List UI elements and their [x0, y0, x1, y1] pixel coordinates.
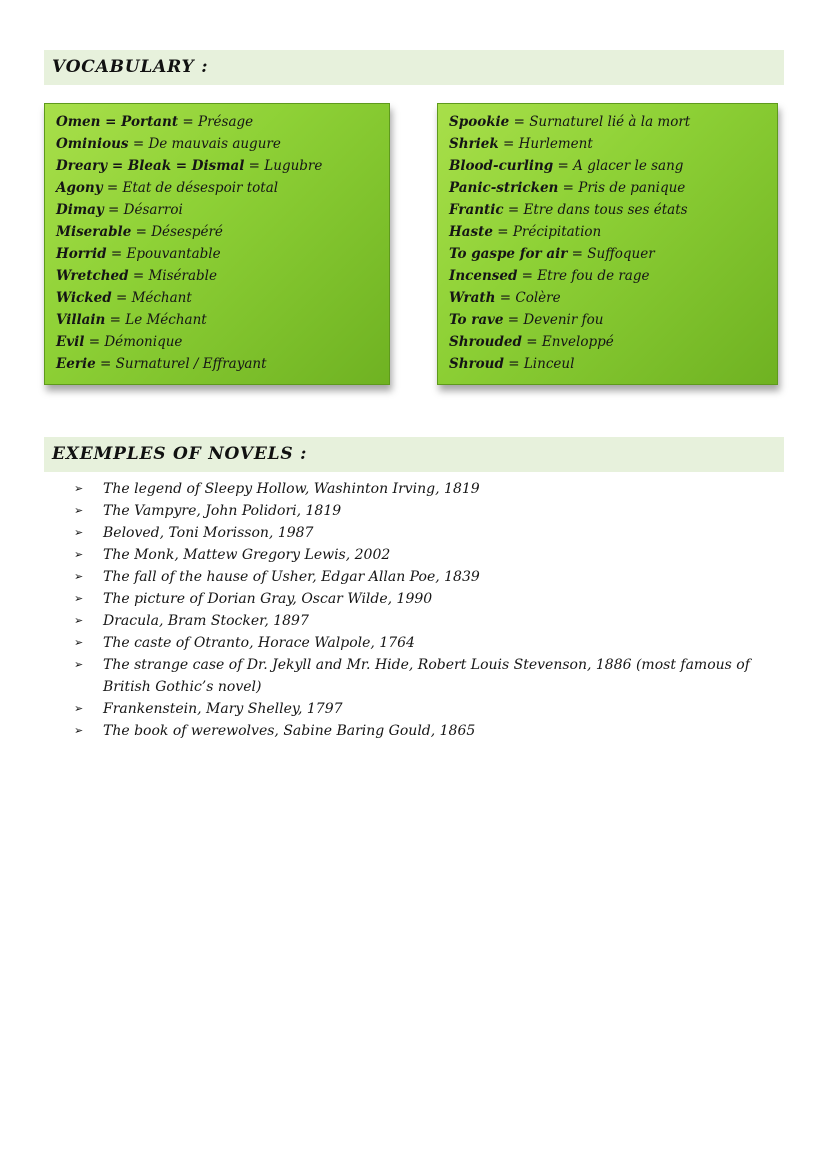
- vocab-definition: Hurlement: [518, 136, 593, 152]
- arrow-bullet-icon: ➢: [74, 504, 84, 517]
- arrow-bullet-icon: ➢: [74, 526, 84, 539]
- vocab-equals: =: [567, 246, 588, 262]
- vocab-entry: [56, 353, 389, 375]
- vocab-entry: [449, 133, 777, 155]
- vocab-definition: Enveloppé: [541, 334, 614, 350]
- vocab-equals: =: [503, 202, 524, 218]
- vocab-term: Panic-stricken: [449, 180, 559, 196]
- vocab-equals: =: [517, 268, 538, 284]
- novel-title: The fall of the hause of Usher: [103, 569, 313, 585]
- vocab-entry: [56, 221, 389, 243]
- vocab-definition: Précipitation: [512, 224, 602, 240]
- vocab-term: Villain: [56, 312, 106, 328]
- vocab-equals: =: [128, 136, 149, 152]
- list-item: [74, 654, 774, 698]
- vocab-entry: [449, 265, 777, 287]
- vocab-definition: Devenir fou: [523, 312, 604, 328]
- list-item: [74, 588, 774, 610]
- novel-list: [74, 478, 774, 742]
- novel-title: The Vampyre: [103, 503, 197, 519]
- vocab-entry: [56, 133, 389, 155]
- list-item: [74, 566, 774, 588]
- arrow-bullet-icon: ➢: [74, 482, 84, 495]
- vocab-term: Wretched: [56, 268, 129, 284]
- novel-author-year: , Washinton Irving, 1819: [304, 481, 480, 497]
- vocab-definition: Démonique: [104, 334, 183, 350]
- vocab-definition: Linceul: [523, 356, 575, 372]
- list-item: [74, 632, 774, 654]
- vocab-definition: Pris de panique: [578, 180, 686, 196]
- novel-title: The legend of Sleepy Hollow: [103, 481, 305, 497]
- novel-title: Dracula: [103, 613, 159, 629]
- vocab-equals: =: [553, 158, 574, 174]
- vocab-term: Omen = Portant: [56, 114, 179, 130]
- vocab-equals: =: [111, 290, 132, 306]
- vocab-definition: Lugubre: [264, 158, 323, 174]
- novel-author-year: , Toni Morisson, 1987: [159, 525, 314, 541]
- vocab-term: Shrouded: [449, 334, 522, 350]
- novel-title: The caste of Otranto: [103, 635, 250, 651]
- vocab-entry: [449, 243, 777, 265]
- novel-title: The book of werewolves: [103, 723, 275, 739]
- novel-author-year: , Mary Shelley, 1797: [197, 701, 343, 717]
- arrow-bullet-icon: ➢: [74, 614, 84, 627]
- vocab-entry: [56, 265, 389, 287]
- novel-title: The picture of Dorian Gray: [103, 591, 293, 607]
- vocab-term: Wicked: [56, 290, 112, 306]
- vocab-definition: Etre fou de rage: [537, 268, 650, 284]
- vocab-equals: =: [509, 114, 530, 130]
- list-item: [74, 544, 774, 566]
- arrow-bullet-icon: ➢: [74, 658, 84, 671]
- vocab-term: To rave: [449, 312, 504, 328]
- arrow-bullet-icon: ➢: [74, 548, 84, 561]
- vocab-term: Eerie: [56, 356, 96, 372]
- vocab-entry: [56, 111, 389, 133]
- vocab-entry: [56, 155, 389, 177]
- novel-author-year: , Horace Walpole, 1764: [249, 635, 415, 651]
- vocab-definition: Surnaturel / Effrayant: [115, 356, 267, 372]
- novel-title: Frankenstein: [103, 701, 198, 717]
- vocab-definition: De mauvais augure: [148, 136, 281, 152]
- vocab-entry: [56, 287, 389, 309]
- vocab-term: Horrid: [56, 246, 107, 262]
- vocab-entry: [449, 155, 777, 177]
- vocab-entry: [56, 177, 389, 199]
- novel-author-year: , Sabine Baring Gould, 1865: [274, 723, 476, 739]
- novel-title: The strange case of Dr. Jekyll and Mr. Hide: [103, 657, 409, 673]
- vocab-equals: =: [244, 158, 265, 174]
- novel-author-year: , Mattew Gregory Lewis, 2002: [174, 547, 391, 563]
- vocab-definition: Présage: [198, 114, 254, 130]
- vocab-entry: [449, 111, 777, 133]
- vocab-definition: Suffoquer: [587, 246, 655, 262]
- vocab-entry: [449, 309, 777, 331]
- vocab-equals: =: [131, 224, 152, 240]
- vocab-term: Dimay: [56, 202, 104, 218]
- vocab-entry: [449, 331, 777, 353]
- novels-heading: EXEMPLES OF NOVELS :: [44, 437, 784, 472]
- arrow-bullet-icon: ➢: [74, 702, 84, 715]
- list-item: [74, 500, 774, 522]
- vocab-definition: Désespéré: [151, 224, 223, 240]
- vocab-term: Frantic: [449, 202, 504, 218]
- vocab-entry: [449, 199, 777, 221]
- vocab-term: Ominious: [56, 136, 129, 152]
- vocab-definition: Epouvantable: [126, 246, 221, 262]
- list-item: [74, 698, 774, 720]
- vocab-equals: =: [95, 356, 116, 372]
- novel-author-year: , Oscar Wilde, 1990: [292, 591, 433, 607]
- vocab-definition: Etat de désespoir total: [122, 180, 279, 196]
- vocab-definition: Surnaturel lié à la mort: [529, 114, 691, 130]
- vocab-term: Haste: [449, 224, 493, 240]
- vocab-term: Dreary = Bleak = Dismal: [56, 158, 245, 174]
- vocab-equals: =: [521, 334, 542, 350]
- vocab-term: Shroud: [449, 356, 504, 372]
- vocab-term: Wrath: [449, 290, 496, 306]
- vocab-definition: Etre dans tous ses états: [523, 202, 688, 218]
- vocab-term: Spookie: [449, 114, 510, 130]
- novel-title: The Monk: [103, 547, 175, 563]
- list-item: [74, 720, 774, 742]
- arrow-bullet-icon: ➢: [74, 592, 84, 605]
- list-item: [74, 522, 774, 544]
- list-item: [74, 478, 774, 500]
- vocab-equals: =: [492, 224, 513, 240]
- vocab-term: To gaspe for air: [449, 246, 568, 262]
- vocab-definition: Le Méchant: [125, 312, 207, 328]
- novel-author-year: , Edgar Allan Poe, 1839: [312, 569, 480, 585]
- novel-author-year: , Robert Louis Stevenson, 1886 (most famous of British Gothic’s novel): [103, 657, 750, 695]
- novel-title: Beloved: [103, 525, 160, 541]
- vocab-term: Shriek: [449, 136, 499, 152]
- vocab-equals: =: [128, 268, 149, 284]
- vocab-definition: Désarroi: [123, 202, 183, 218]
- vocab-entry: [56, 331, 389, 353]
- vocab-entry: [449, 353, 777, 375]
- arrow-bullet-icon: ➢: [74, 636, 84, 649]
- vocab-equals: =: [103, 202, 124, 218]
- novel-author-year: , John Polidori, 1819: [196, 503, 342, 519]
- vocab-equals: =: [178, 114, 199, 130]
- arrow-bullet-icon: ➢: [74, 570, 84, 583]
- vocab-equals: =: [102, 180, 123, 196]
- vocab-equals: =: [498, 136, 519, 152]
- vocab-definition: Misérable: [148, 268, 217, 284]
- vocab-entry: [449, 177, 777, 199]
- vocab-definition: A glacer le sang: [573, 158, 684, 174]
- vocab-equals: =: [558, 180, 579, 196]
- vocab-term: Incensed: [449, 268, 518, 284]
- vocab-equals: =: [503, 356, 524, 372]
- vocabulary-box-right: [437, 103, 778, 385]
- arrow-bullet-icon: ➢: [74, 724, 84, 737]
- vocab-entry: [56, 309, 389, 331]
- vocab-term: Agony: [56, 180, 103, 196]
- vocab-equals: =: [105, 312, 126, 328]
- vocab-entry: [56, 199, 389, 221]
- vocab-equals: =: [84, 334, 105, 350]
- vocab-equals: =: [495, 290, 516, 306]
- vocab-entry: [449, 221, 777, 243]
- novel-author-year: , Bram Stocker, 1897: [158, 613, 309, 629]
- vocabulary-box-left: [44, 103, 390, 385]
- list-item: [74, 610, 774, 632]
- vocab-entry: [449, 287, 777, 309]
- vocabulary-heading: VOCABULARY :: [44, 50, 784, 85]
- vocab-definition: Méchant: [131, 290, 192, 306]
- vocab-term: Evil: [56, 334, 85, 350]
- vocab-term: Miserable: [56, 224, 132, 240]
- vocab-term: Blood-curling: [449, 158, 554, 174]
- vocab-entry: [56, 243, 389, 265]
- vocab-equals: =: [503, 312, 524, 328]
- vocab-definition: Colère: [515, 290, 561, 306]
- vocab-equals: =: [106, 246, 127, 262]
